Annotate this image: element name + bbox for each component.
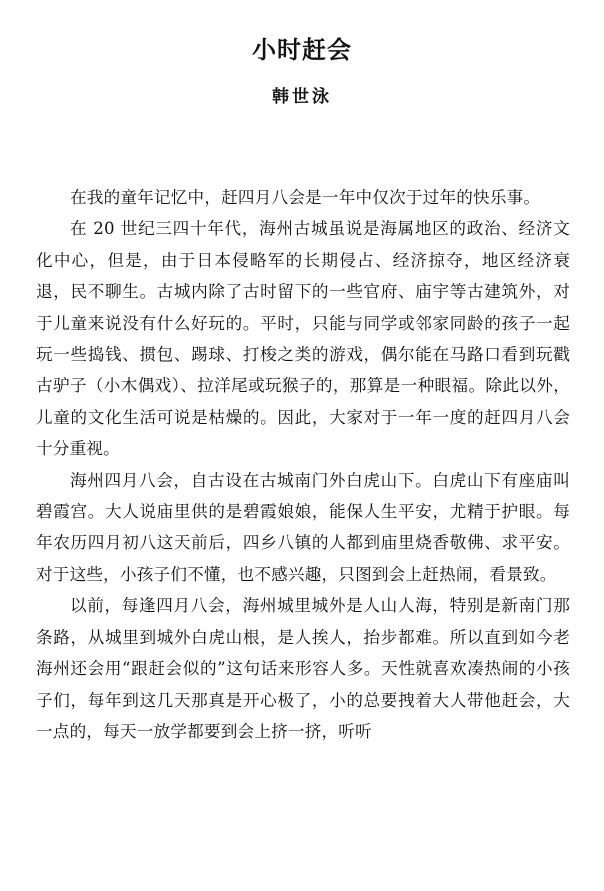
article-body [36,182,570,747]
article-title: 小时赶会 [252,36,352,64]
article-author: 韩世泳 [272,87,332,107]
paragraph-2: 在 20 世纪三四十年代，海州古城虽说是海属地区的政治、经济文化中心，但是，由于日本侵略军的长期侵占、经济掠夺，地区经济衰退，民不聊生。古城内除了古时留下的一些官府、庙宇等古建筑外，对于儿童来说没有什么好玩的。平时，只能与同学或邻家同龄的孩子一起玩一些捣钱、掼包、踢球、打梭之类的游戏，偶尔能在马路口看到玩戳古驴子（小木偶戏）、拉洋尾或玩猴子的，那算是一种眼福。除此以外，儿童的文化生活可说是枯燥的。因此，大家对于一年一度的赶四月八会十分重视。 [36,219,570,459]
paragraph-4: 以前，每逢四月八会，海州城里城外是人山人海，特别是新南门那条路，从城里到城外白虎山根，是人挨人，抬步都难。所以直到如今老海州还会用“跟赶会似的”这句话来形容人多。天性就喜欢凑热闹的小孩子们，每年到这几天那真是开心极了，小的总要拽着大人带他赶会，大一点的，每天一放学都要到会上挤一挤，听听 [36,596,570,741]
paragraph-3: 海州四月八会，自古设在古城南门外白虎山下。白虎山下有座庙叫碧霞宫。大人说庙里供的是碧霞娘娘，能保人生平安，尤精于护眼。每年农历四月初八这天前后，四乡八镇的人都到庙里烧香敬佛、求平安。对于这些，小孩子们不懂，也不感兴趣，只图到会上赶热闹，看景致。 [36,470,570,584]
paragraph-1: 在我的童年记忆中，赶四月八会是一年中仅次于过年的快乐事。 [70,188,541,207]
